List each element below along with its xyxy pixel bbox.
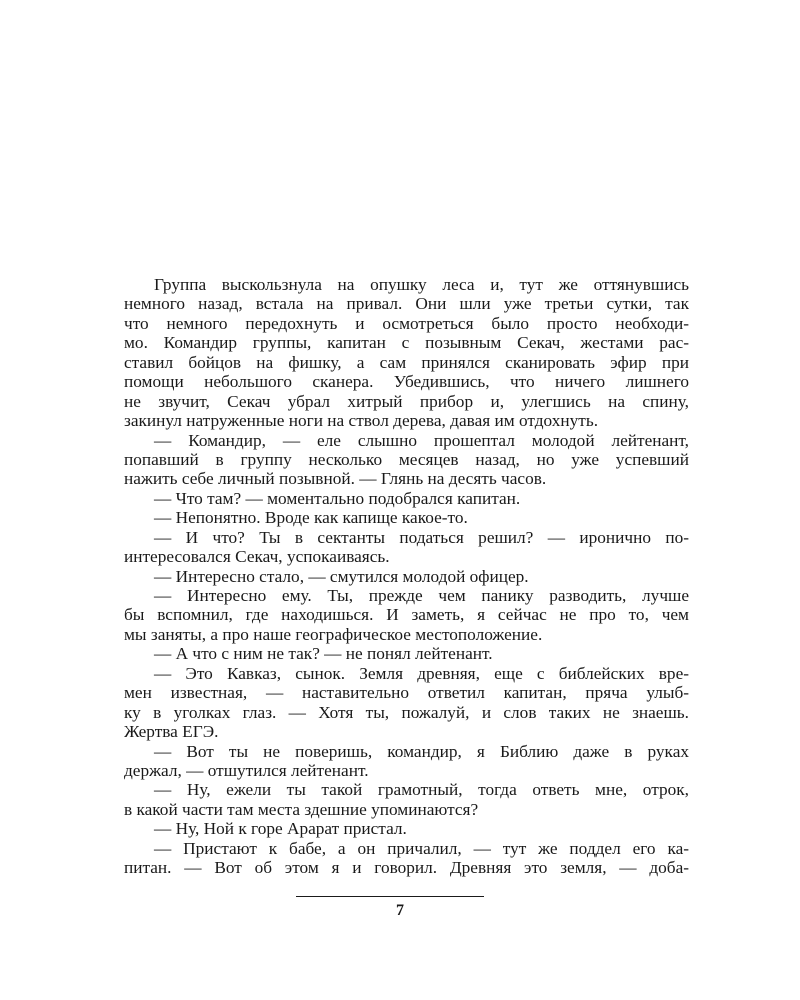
text-line: мы заняты, а про наше географическое местоположение.: [124, 624, 543, 644]
text-line: закинул натруженные ноги на ствол дерева, давая им отдохнуть.: [124, 411, 599, 431]
text-line: Жертва ЕГЭ.: [124, 722, 219, 742]
text-line: — Ну, Ной к горе Арарат пристал.: [154, 819, 407, 839]
text-line: — Что там? — моментально подобрался капитан.: [154, 488, 521, 508]
text-line: бы вспомнил, где находишься. И заметь, я сейчас не про то, чем: [124, 605, 689, 625]
body-text: [124, 275, 689, 878]
text-line: в какой части там места здешние упоминаются?: [124, 799, 479, 819]
text-line: — Интересно ему. Ты, прежде чем панику разводить, лучше: [154, 586, 689, 605]
text-line: интересовался Секач, успокаиваясь.: [124, 547, 390, 567]
text-line: ку в уголках глаз. — Хотя ты, пожалуй, и слов таких не знаешь.: [124, 702, 689, 722]
text-line: — Непонятно. Вроде как капище какое-то.: [154, 508, 468, 528]
text-line: питан. — Вот об этом я и говорил. Древняя это земля, — доба-: [124, 858, 689, 878]
footer-rule: [296, 896, 484, 897]
text-line: попавший в группу несколько месяцев назад, но уже успевший: [124, 449, 689, 469]
text-line: нажить себе личный позывной. — Глянь на десять часов.: [124, 469, 547, 489]
text-line: — Вот ты не поверишь, командир, я Библию даже в руках: [154, 741, 689, 761]
text-line: мен известная, — наставительно ответил капитан, пряча улыб-: [124, 683, 689, 703]
text-line: — Командир, — еле слышно прошептал молодой лейтенант,: [154, 430, 689, 450]
text-line: — А что с ним не так? — не понял лейтенант.: [154, 644, 493, 664]
text-line: — Это Кавказ, сынок. Земля древняя, еще с библейских вре-: [154, 663, 689, 683]
text-line: помощи небольшого сканера. Убедившись, что ничего лишнего: [124, 372, 689, 392]
text-line: Группа выскользнула на опушку леса и, тут же оттянувшись: [154, 275, 689, 294]
text-line: — Ну, ежели ты такой грамотный, тогда ответь мне, отрок,: [154, 780, 689, 800]
text-line: — Интересно стало, — смутился молодой офицер.: [154, 566, 529, 586]
text-line: — И что? Ты в сектанты податься решил? — иронично по-: [154, 527, 689, 547]
text-line: что немного передохнуть и осмотреться было просто необходи-: [124, 313, 689, 333]
text-line: держал, — отшутился лейтенант.: [124, 760, 369, 780]
page-number: 7: [396, 902, 404, 919]
text-line: ставил бойцов на фишку, а сам принялся сканировать эфир при: [124, 352, 689, 372]
text-line: немного назад, встала на привал. Они шли уже третьи сутки, так: [124, 294, 689, 314]
text-line: — Пристают к бабе, а он причалил, — тут же поддел его ка-: [154, 838, 689, 858]
text-line: не звучит, Секач убрал хитрый прибор и, улегшись на спину,: [124, 391, 689, 411]
text-line: мо. Командир группы, капитан с позывным Секач, жестами рас-: [124, 333, 689, 353]
